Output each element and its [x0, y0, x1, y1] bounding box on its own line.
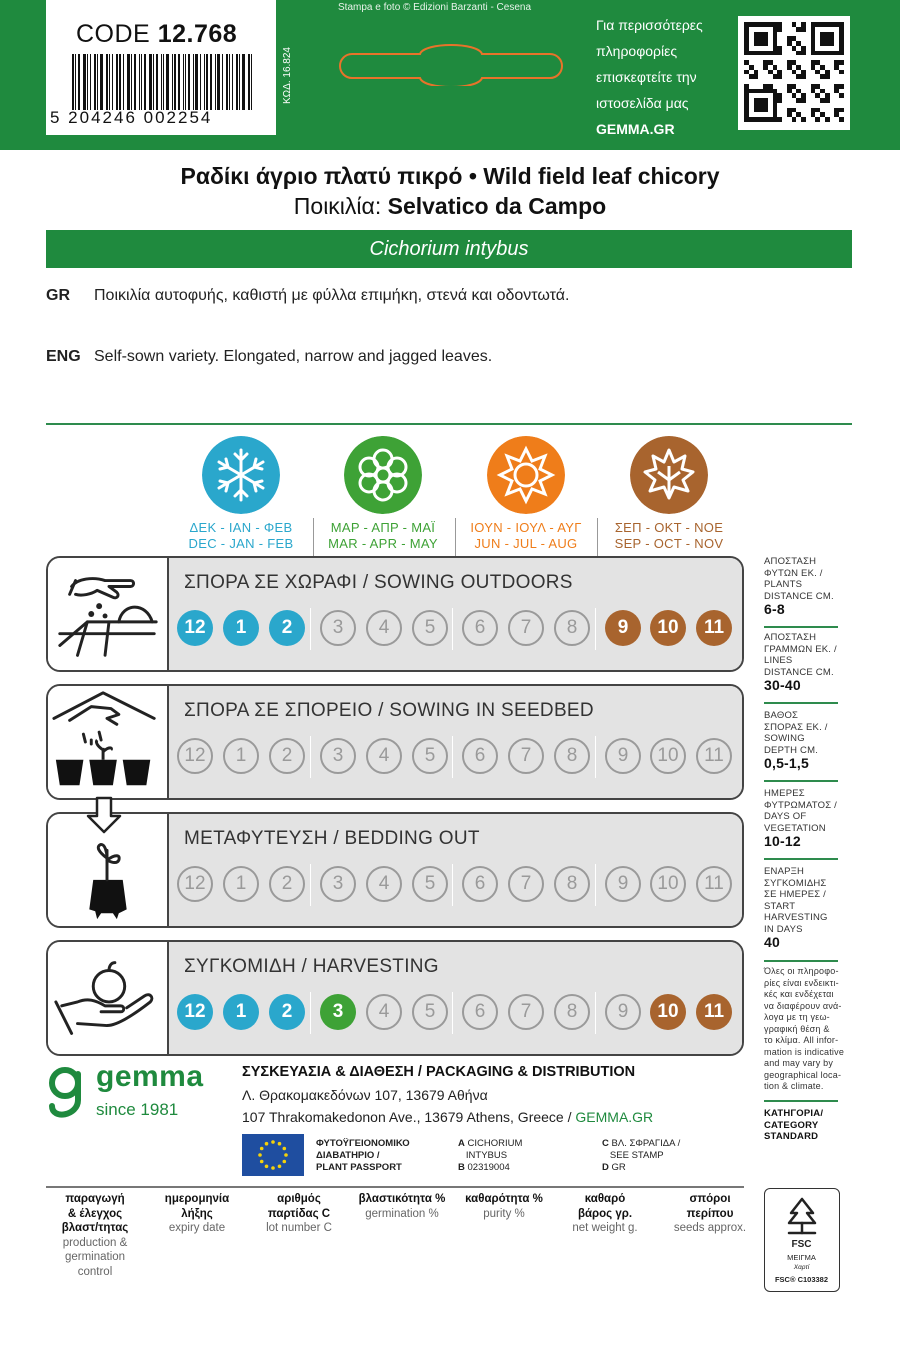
- qr-code[interactable]: [738, 16, 850, 130]
- barcode-bar: [232, 54, 233, 110]
- month-2-inactive: 2: [269, 738, 305, 774]
- website-link[interactable]: GEMMA.GR: [575, 1109, 654, 1125]
- calendar-row-harvesting: [46, 940, 744, 1056]
- barcode-bar: [83, 54, 86, 110]
- barcode-bar: [123, 54, 124, 110]
- month-12-inactive: 12: [177, 738, 213, 774]
- barcode-bar: [217, 54, 220, 110]
- season-summer: ΙΟΥΝ - ΙΟΥΛ - ΑΥΓ JUN - JUL - AUG: [470, 520, 582, 551]
- month-1-active: 1: [223, 994, 259, 1030]
- calendar-row-sowing-seedbed: [46, 684, 744, 800]
- barcode-bar: [149, 54, 152, 110]
- spec-divider: [764, 626, 838, 628]
- barcode-bar: [112, 54, 113, 110]
- field-germination: βλαστικότητα % germination %: [358, 1193, 446, 1220]
- field-purity: καθαρότητα % purity %: [465, 1193, 543, 1220]
- month-6-inactive: 6: [462, 610, 498, 646]
- quarter-divider: [310, 992, 311, 1034]
- fsc-label: FSC ΜΕΙΓΜΑ Χαρτί FSC® C103382: [764, 1188, 840, 1292]
- barcode-bar: [100, 54, 103, 110]
- eu-star: [284, 1153, 288, 1157]
- month-9-inactive: 9: [605, 866, 641, 902]
- barcode-bar: [144, 54, 146, 110]
- flower-icon: [344, 436, 422, 514]
- month-2-inactive: 2: [269, 866, 305, 902]
- barcode-bar: [200, 54, 201, 110]
- month-7-inactive: 7: [508, 738, 544, 774]
- category: ΚΑΤΗΓΟΡΙΑ/ CATEGORY STANDARD: [764, 1108, 824, 1142]
- barcode-bar: [109, 54, 110, 110]
- month-5-inactive: 5: [412, 866, 448, 902]
- barcode-bar: [174, 54, 176, 110]
- calendar-row-sowing-outdoors: [46, 556, 744, 672]
- barcode-bar: [206, 54, 208, 110]
- month-8-inactive: 8: [554, 866, 590, 902]
- address-gr: Λ. Θρακομακεδόνων 107, 13679 Αθήνα: [242, 1087, 488, 1103]
- barcode-bar: [183, 54, 184, 110]
- snowflake-icon: [202, 436, 280, 514]
- barcode-bar: [185, 54, 186, 110]
- quarter-divider: [595, 992, 596, 1034]
- spec-divider: [764, 780, 838, 782]
- season-divider: [455, 518, 456, 556]
- product-title: Ραδίκι άγριο πλατύ πικρό • Wild field leaf chicory: [180, 163, 720, 189]
- description-gr: GR Ποικιλία αυτοφυής, καθιστή με φύλλα επιμήκη, στενά και οδοντωτά.: [46, 287, 570, 304]
- description-en: ENG Self-sown variety. Elongated, narrow and jagged leaves.: [46, 348, 493, 365]
- spec-days-vegetation: ΗΜΕΡΕΣ ΦΥΤΡΩΜΑΤΟΣ / DAYS OF VEGETATION 10-12: [764, 788, 837, 849]
- month-10-inactive: 10: [650, 738, 686, 774]
- variety-line: Ποικιλία: Selvatico da Campo: [293, 193, 607, 219]
- month-6-inactive: 6: [462, 738, 498, 774]
- barcode-bar: [94, 54, 96, 110]
- quarter-divider: [595, 736, 596, 778]
- month-9-inactive: 9: [605, 738, 641, 774]
- quarter-divider: [310, 736, 311, 778]
- brand-name: gemma: [96, 1060, 204, 1093]
- month-11-inactive: 11: [696, 738, 732, 774]
- month-5-inactive: 5: [412, 738, 448, 774]
- field-expiry-date: ημερομηνία λήξης expiry date: [164, 1193, 230, 1234]
- arrow-down-icon: [84, 796, 124, 836]
- latin-name: Cichorium intybus: [369, 238, 529, 260]
- quarter-divider: [452, 736, 453, 778]
- eu-star: [278, 1165, 282, 1169]
- barcode-bar: [72, 54, 74, 110]
- spec-divider: [764, 1100, 838, 1102]
- month-4-inactive: 4: [366, 610, 402, 646]
- eu-star: [258, 1153, 262, 1157]
- month-1-inactive: 1: [223, 738, 259, 774]
- barcode-bar: [119, 54, 121, 110]
- eu-star: [265, 1142, 269, 1146]
- barcode-bar: [222, 54, 223, 110]
- season-divider: [597, 518, 598, 556]
- month-7-inactive: 7: [508, 994, 544, 1030]
- plant-passport-ab: A CICHORIUM INTYBUS B 02319004: [458, 1138, 523, 1173]
- quarter-divider: [452, 992, 453, 1034]
- month-9-active: 9: [605, 610, 641, 646]
- packaging-title: ΣΥΣΚΕΥΑΣΙΑ & ΔΙΑΘΕΣΗ / PACKAGING & DISTRIBUTION: [242, 1064, 636, 1080]
- quarter-divider: [310, 608, 311, 650]
- barcode-bar: [188, 54, 190, 110]
- barcode-bar: [251, 54, 252, 110]
- gemma-logo-icon: [46, 1064, 84, 1126]
- eu-star: [278, 1142, 282, 1146]
- month-5-inactive: 5: [412, 994, 448, 1030]
- month-3-inactive: 3: [320, 610, 356, 646]
- plant-passport-cd: C ΒΛ. ΣΦΡΑΓΙΔΑ / SEE STAMP D GR: [602, 1138, 681, 1173]
- field-production-control: παραγωγή & έλεγχος βλαστ/τητας production & germination control: [61, 1193, 129, 1278]
- month-7-inactive: 7: [508, 866, 544, 902]
- quarter-divider: [595, 864, 596, 906]
- month-3-inactive: 3: [320, 866, 356, 902]
- barcode-bar: [166, 54, 169, 110]
- barcode-bar: [87, 54, 88, 110]
- barcode-bar: [139, 54, 140, 110]
- sun-icon: [487, 436, 565, 514]
- barcode-bar: [116, 54, 118, 110]
- spec-start-harvesting: ΕΝΑΡΞΗ ΣΥΓΚΟΜΙΔΗΣ ΣΕ ΗΜΕΡΕΣ / START HARVESTING IN DAYS 40: [764, 866, 828, 950]
- month-6-inactive: 6: [462, 994, 498, 1030]
- month-4-inactive: 4: [366, 738, 402, 774]
- month-11-inactive: 11: [696, 866, 732, 902]
- barcode-bar: [97, 54, 98, 110]
- month-8-inactive: 8: [554, 994, 590, 1030]
- print-credit: Stampa e foto © Edizioni Barzanti - Cesena: [338, 2, 532, 13]
- month-4-inactive: 4: [366, 866, 402, 902]
- month-11-active: 11: [696, 994, 732, 1030]
- hanger-hole-outline: [332, 40, 570, 86]
- barcode-bar: [75, 54, 76, 110]
- barcode-bar: [239, 54, 240, 110]
- season-spring: ΜΑΡ - ΑΠΡ - ΜΑΪ MAR - APR - MAY: [328, 520, 438, 551]
- eu-star: [260, 1147, 264, 1151]
- barcode-bar: [242, 54, 245, 110]
- month-10-active: 10: [650, 994, 686, 1030]
- month-4-inactive: 4: [366, 994, 402, 1030]
- month-10-inactive: 10: [650, 866, 686, 902]
- spec-lines-distance: ΑΠΟΣΤΑΣΗ ΓΡΑΜΜΩΝ ΕΚ. / LINES DISTANCE CM. 30-40: [764, 632, 837, 693]
- month-3-inactive: 3: [320, 738, 356, 774]
- field-lot-number: αριθμός παρτίδας C lot number C: [266, 1193, 332, 1234]
- month-10-active: 10: [650, 610, 686, 646]
- eu-star: [260, 1160, 264, 1164]
- spec-sowing-depth: ΒΑΘΟΣ ΣΠΟΡΑΣ ΕΚ. / SOWING DEPTH CM. 0,5-1,5: [764, 710, 828, 771]
- barcode-bar: [248, 54, 250, 110]
- season-divider: [313, 518, 314, 556]
- month-11-active: 11: [696, 610, 732, 646]
- barcode-bar: [210, 54, 212, 110]
- barcode: [72, 54, 258, 110]
- month-12-inactive: 12: [177, 866, 213, 902]
- kod-number: ΚΩΔ. 16.824: [282, 47, 293, 104]
- barcode-bar: [134, 54, 136, 110]
- barcode-bar: [172, 54, 173, 110]
- calendar-row-bedding-out: [46, 812, 744, 928]
- spec-plants-distance: ΑΠΟΣΤΑΣΗ ΦΥΤΩΝ ΕΚ. / PLANTS DISTANCE CM. 6-8: [764, 556, 834, 617]
- month-5-inactive: 5: [412, 610, 448, 646]
- season-autumn: ΣΕΠ - ΟΚΤ - ΝΟΕ SEP - OCT - NOV: [614, 520, 724, 551]
- bottom-divider: [46, 1186, 744, 1188]
- row-label: ΣΠΟΡΑ ΣΕ ΧΩΡΑΦΙ / SOWING OUTDOORS: [184, 572, 573, 593]
- month-1-active: 1: [223, 610, 259, 646]
- barcode-bar: [78, 54, 80, 110]
- row-label: ΜΕΤΑΦΥΤΕΥΣΗ / BEDDING OUT: [184, 828, 480, 849]
- barcode-bar: [156, 54, 158, 110]
- barcode-bar: [141, 54, 142, 110]
- barcode-bar: [226, 54, 228, 110]
- eu-star: [271, 1140, 275, 1144]
- leaf-icon: [630, 436, 708, 514]
- barcode-bar: [236, 54, 238, 110]
- address-en: 107 Thrakomakedonon Ave., 13679 Athens, Greece / GEMMA.GR: [242, 1109, 654, 1125]
- quarter-divider: [310, 864, 311, 906]
- quarter-divider: [452, 608, 453, 650]
- header-band: [0, 0, 900, 150]
- field-net-weight: καθαρό βάρος γρ. net weight g.: [572, 1193, 638, 1234]
- month-3-active: 3: [320, 994, 356, 1030]
- disclaimer: Όλες οι πληροφο- ρίες είναι ενδεικτι- κές και ενδέχεται να διαφέρουν ανά- λογα με τη γεω- γραφική θέση & το κλίμα. All infor- mation is indicative and may vary by geographical loca- tion & climate.: [764, 966, 845, 1091]
- barcode-bar: [193, 54, 194, 110]
- month-6-inactive: 6: [462, 866, 498, 902]
- harvest-hand-icon: [48, 942, 169, 1054]
- sowing-outdoors-icon: [48, 558, 169, 670]
- month-1-inactive: 1: [223, 866, 259, 902]
- row-label: ΣΥΓΚΟΜΙΔΗ / HARVESTING: [184, 956, 439, 977]
- barcode-bar: [161, 54, 162, 110]
- barcode-bar: [204, 54, 205, 110]
- quarter-divider: [452, 864, 453, 906]
- eu-star: [283, 1160, 287, 1164]
- spec-divider: [764, 960, 838, 962]
- seedbed-icon: [48, 686, 169, 798]
- barcode-bar: [229, 54, 230, 110]
- eu-star: [265, 1165, 269, 1169]
- eu-star: [283, 1147, 287, 1151]
- barcode-bar: [131, 54, 132, 110]
- season-winter: ΔΕΚ - ΙΑΝ - ΦΕΒ DEC - JAN - FEB: [188, 520, 294, 551]
- quarter-divider: [595, 608, 596, 650]
- month-8-inactive: 8: [554, 738, 590, 774]
- barcode-panel: [46, 0, 276, 135]
- eu-flag-icon: [242, 1134, 304, 1176]
- month-12-active: 12: [177, 994, 213, 1030]
- brand-since: since 1981: [96, 1100, 179, 1119]
- row-label: ΣΠΟΡΑ ΣΕ ΣΠΟΡΕΙΟ / SOWING IN SEEDBED: [184, 700, 594, 721]
- fsc-tree-icon: [783, 1195, 821, 1237]
- barcode-bar: [163, 54, 164, 110]
- plant-passport-title: ΦΥΤΟΫΓΕΙΟΝΟΜΙΚΟ ΔΙΑΒΑΤΗΡΙΟ / PLANT PASSPORT: [316, 1138, 410, 1173]
- month-2-active: 2: [269, 994, 305, 1030]
- eu-star: [271, 1166, 275, 1170]
- barcode-bar: [153, 54, 154, 110]
- divider: [46, 423, 852, 425]
- barcode-bar: [215, 54, 216, 110]
- month-12-active: 12: [177, 610, 213, 646]
- product-code: CODE 12.768: [76, 20, 238, 48]
- month-9-inactive: 9: [605, 994, 641, 1030]
- barcode-bar: [106, 54, 108, 110]
- month-7-inactive: 7: [508, 610, 544, 646]
- barcode-bar: [178, 54, 180, 110]
- barcode-bar: [127, 54, 130, 110]
- field-seeds-approx: σπόροι περίπου seeds approx.: [673, 1193, 747, 1234]
- spec-divider: [764, 702, 838, 704]
- website-link[interactable]: GEMMA.GR: [596, 121, 675, 137]
- info-text: Για περισσότερες πληροφορίες επισκεφτείτε την ιστοσελίδα μας GEMMA.GR: [596, 12, 736, 142]
- barcode-digits: 5 204246 002254: [50, 108, 213, 127]
- barcode-bar: [195, 54, 198, 110]
- month-8-inactive: 8: [554, 610, 590, 646]
- spec-divider: [764, 858, 838, 860]
- latin-name-bar: [46, 230, 852, 268]
- month-2-active: 2: [269, 610, 305, 646]
- barcode-bar: [90, 54, 91, 110]
